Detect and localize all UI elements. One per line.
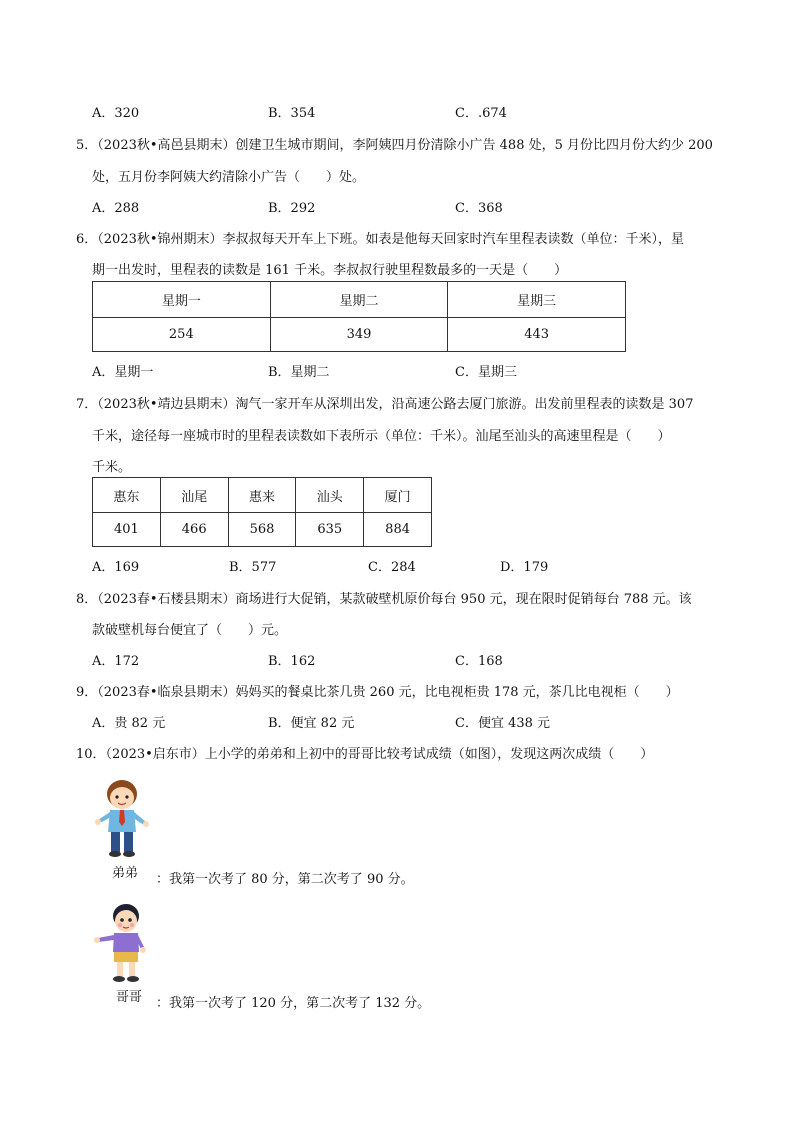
q7-stem-line2: 千米，途径每一座城市时的里程表读数如下表所示（单位：千米）。汕尾至汕头的高速里程是（ ） bbox=[92, 429, 671, 444]
q7-city-table bbox=[92, 477, 432, 547]
table-cell: 349 bbox=[270, 318, 448, 352]
younger-brother-speech: ：我第一次考了 80 分，第二次考了 90 分。 bbox=[156, 872, 414, 887]
table-cell: 635 bbox=[296, 513, 364, 547]
q7-option-d[interactable]: D．179 bbox=[500, 560, 549, 575]
table-cell: 254 bbox=[93, 318, 271, 352]
older-brother-speech: ：我第一次考了 120 分，第二次考了 132 分。 bbox=[156, 996, 431, 1011]
table-cell: 568 bbox=[228, 513, 296, 547]
q8-stem-line2: 款破壁机每台便宜了（ ）元。 bbox=[92, 623, 288, 638]
table-header-cell: 厦门 bbox=[364, 478, 432, 513]
q9-option-c[interactable]: C．便宜 438 元 bbox=[455, 716, 551, 731]
table-cell: 466 bbox=[160, 513, 228, 547]
table-header-cell: 星期三 bbox=[448, 282, 626, 318]
table-cell: 401 bbox=[93, 513, 161, 547]
q6-option-c[interactable]: C．星期三 bbox=[455, 365, 517, 380]
q6-stem-line1: 6．（2023秋•锦州期末）李叔叔每天开车上下班。如表是他每天回家时汽车里程表读数（单位：千米），星 bbox=[76, 232, 685, 247]
q5-option-c[interactable]: C．368 bbox=[455, 201, 503, 216]
table-header-cell: 惠来 bbox=[228, 478, 296, 513]
q5-stem-line2: 处，五月份李阿姨大约清除小广告（ ）处。 bbox=[92, 170, 366, 185]
q6-option-b[interactable]: B．星期二 bbox=[268, 365, 330, 380]
q4-option-b[interactable]: B．354 bbox=[268, 106, 316, 121]
q4-option-a[interactable]: A．320 bbox=[92, 106, 140, 121]
table-header-cell: 汕头 bbox=[296, 478, 364, 513]
table-header-cell: 星期二 bbox=[270, 282, 448, 318]
table-cell: 443 bbox=[448, 318, 626, 352]
q6-odometer-table bbox=[92, 281, 626, 352]
q6-stem-line2: 期一出发时，里程表的读数是 161 千米。李叔叔行驶里程数最多的一天是（ ） bbox=[92, 263, 568, 278]
q4-option-c[interactable]: C．.674 bbox=[455, 106, 507, 121]
older-brother-label: 哥哥 bbox=[116, 990, 143, 1005]
q8-option-c[interactable]: C．168 bbox=[455, 654, 503, 669]
q9-option-a[interactable]: A．贵 82 元 bbox=[92, 716, 166, 731]
q9-stem-line1: 9．（2023春•临泉县期末）妈妈买的餐桌比茶几贵 260 元，比电视柜贵 178 元，茶几比电视柜（ ） bbox=[76, 685, 679, 700]
q7-option-b[interactable]: B．577 bbox=[229, 560, 277, 575]
q8-option-a[interactable]: A．172 bbox=[92, 654, 140, 669]
q7-option-a[interactable]: A．169 bbox=[92, 560, 140, 575]
q10-stem-line1: 10．（2023•启东市）上小学的弟弟和上初中的哥哥比较考试成绩（如图），发现这两次成绩（ ） bbox=[76, 747, 654, 762]
q6-option-a[interactable]: A．星期一 bbox=[92, 365, 154, 380]
q5-option-a[interactable]: A．288 bbox=[92, 201, 140, 216]
older-brother-illustration bbox=[92, 900, 156, 986]
q8-option-b[interactable]: B．162 bbox=[268, 654, 316, 669]
boy-figure-icon bbox=[92, 900, 156, 986]
q9-option-b[interactable]: B．便宜 82 元 bbox=[268, 716, 355, 731]
q7-stem-line3: 千米。 bbox=[92, 460, 132, 475]
table-cell: 884 bbox=[364, 513, 432, 547]
q7-option-c[interactable]: C．284 bbox=[368, 560, 416, 575]
table-header-cell: 汕尾 bbox=[160, 478, 228, 513]
boy-figure-icon bbox=[92, 774, 156, 860]
q5-option-b[interactable]: B．292 bbox=[268, 201, 316, 216]
younger-brother-illustration bbox=[92, 774, 156, 860]
q8-stem-line1: 8．（2023春•石楼县期末）商场进行大促销，某款破壁机原价每台 950 元，现在限时促销每台 788 元。该 bbox=[76, 592, 692, 607]
table-header-cell: 惠东 bbox=[93, 478, 161, 513]
table-header-cell: 星期一 bbox=[93, 282, 271, 318]
q7-stem-line1: 7．（2023秋•靖边县期末）淘气一家开车从深圳出发，沿高速公路去厦门旅游。出发前里程表的读数是 307 bbox=[76, 397, 694, 412]
younger-brother-label: 弟弟 bbox=[112, 866, 139, 881]
q5-stem-line1: 5．（2023秋•高邑县期末）创建卫生城市期间，李阿姨四月份清除小广告 488 处，5 月份比四月份大约少 200 bbox=[76, 138, 713, 153]
